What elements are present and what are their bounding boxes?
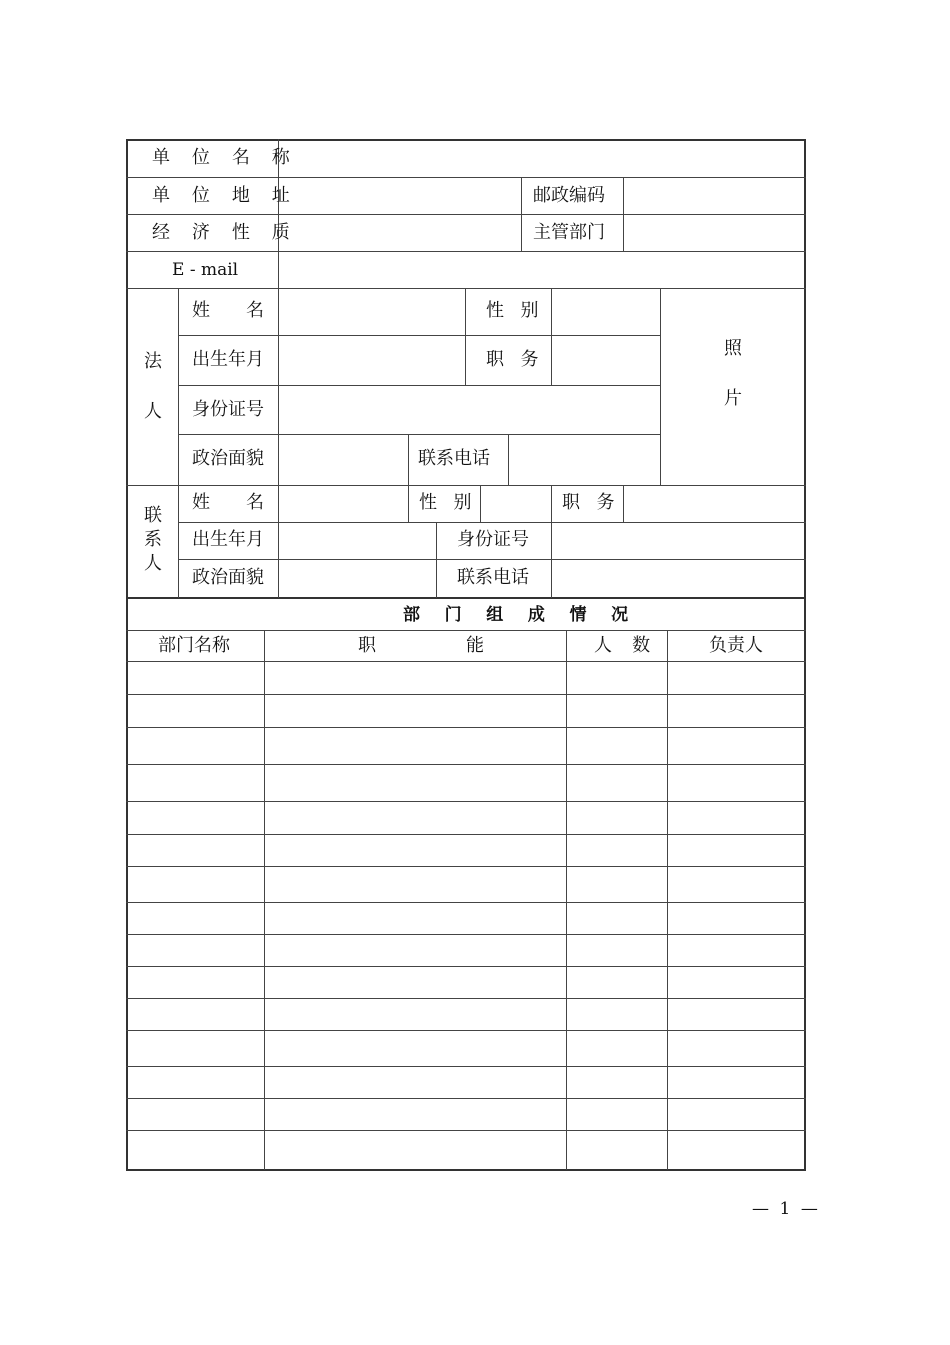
divider bbox=[126, 1098, 806, 1099]
divider bbox=[551, 288, 552, 386]
divider bbox=[623, 485, 624, 522]
divider bbox=[126, 485, 806, 486]
ct-gender-field[interactable] bbox=[482, 487, 550, 521]
divider bbox=[126, 630, 806, 631]
divider bbox=[126, 661, 806, 662]
ct-political-field[interactable] bbox=[280, 561, 435, 596]
divider bbox=[480, 485, 481, 522]
divider bbox=[178, 522, 806, 523]
postal-code-field[interactable] bbox=[625, 179, 803, 213]
photo-label-1: 照 bbox=[724, 338, 742, 359]
divider bbox=[408, 434, 409, 485]
ct-id-field[interactable] bbox=[553, 524, 803, 558]
unit-name-field[interactable] bbox=[280, 141, 803, 176]
divider bbox=[126, 902, 806, 903]
ct-name-field[interactable] bbox=[280, 487, 407, 521]
divider bbox=[126, 177, 806, 178]
divider bbox=[278, 485, 279, 598]
divider bbox=[178, 335, 661, 336]
lp-id-label: 身份证号 bbox=[192, 399, 264, 420]
divider bbox=[508, 434, 509, 485]
lp-birth-field[interactable] bbox=[280, 337, 464, 384]
ct-gender-label: 性 别 bbox=[419, 492, 477, 513]
unit-address-label: 单 位 地 址 bbox=[152, 185, 298, 206]
lp-phone-label: 联系电话 bbox=[418, 448, 490, 469]
email-field[interactable] bbox=[280, 253, 803, 287]
divider bbox=[551, 485, 552, 522]
lp-gender-label: 性 别 bbox=[486, 300, 544, 321]
divider bbox=[126, 597, 806, 599]
divider bbox=[623, 177, 624, 251]
lp-name-field[interactable] bbox=[280, 290, 464, 334]
ct-phone-field[interactable] bbox=[553, 561, 803, 596]
divider bbox=[126, 1030, 806, 1031]
ct-name-label: 姓 名 bbox=[192, 492, 264, 513]
divider bbox=[178, 288, 179, 598]
email-label: E - mail bbox=[172, 260, 239, 280]
divider bbox=[126, 694, 806, 695]
divider bbox=[126, 1130, 806, 1131]
lp-phone-field[interactable] bbox=[510, 436, 659, 484]
lp-name-label: 姓 名 bbox=[192, 300, 264, 321]
divider bbox=[178, 385, 661, 386]
legal-person-label-2: 人 bbox=[144, 401, 162, 422]
divider bbox=[126, 866, 806, 867]
supervisor-field[interactable] bbox=[625, 216, 803, 250]
divider bbox=[408, 485, 409, 522]
unit-name-label: 单 位 名 称 bbox=[152, 147, 298, 168]
col-dept-name: 部门名称 bbox=[158, 635, 230, 656]
lp-birth-label: 出生年月 bbox=[192, 349, 264, 370]
lp-gender-field[interactable] bbox=[553, 290, 659, 334]
divider bbox=[566, 630, 567, 1170]
col-headcount: 人 数 bbox=[594, 635, 658, 656]
page-number: — 1 — bbox=[752, 1199, 821, 1219]
divider bbox=[178, 434, 661, 435]
divider bbox=[521, 177, 522, 251]
col-leader: 负责人 bbox=[709, 635, 763, 656]
divider bbox=[551, 522, 552, 598]
form-border-right bbox=[804, 139, 806, 1171]
divider bbox=[264, 630, 265, 1170]
divider bbox=[465, 288, 466, 386]
supervisor-label: 主管部门 bbox=[533, 222, 605, 243]
divider bbox=[126, 764, 806, 765]
col-function: 职 能 bbox=[358, 635, 484, 656]
divider bbox=[126, 288, 806, 289]
economic-nature-field[interactable] bbox=[280, 216, 520, 250]
ct-birth-label: 出生年月 bbox=[192, 529, 264, 550]
departments-title: 部 门 组 成 情 况 bbox=[403, 605, 638, 625]
divider bbox=[126, 251, 806, 252]
photo-label-2: 片 bbox=[724, 388, 742, 409]
lp-id-field[interactable] bbox=[280, 387, 659, 433]
ct-position-label: 职 务 bbox=[562, 492, 620, 513]
ct-id-label: 身份证号 bbox=[457, 529, 529, 550]
contact-label-2: 系 bbox=[144, 529, 162, 550]
divider bbox=[178, 559, 806, 560]
divider bbox=[436, 522, 437, 598]
divider bbox=[126, 801, 806, 802]
contact-label-3: 人 bbox=[144, 553, 162, 574]
ct-political-label: 政治面貌 bbox=[192, 567, 264, 588]
photo-box[interactable] bbox=[662, 290, 803, 484]
lp-position-label: 职 务 bbox=[486, 349, 544, 370]
divider bbox=[126, 1066, 806, 1067]
ct-birth-field[interactable] bbox=[280, 524, 435, 558]
divider bbox=[126, 966, 806, 967]
unit-address-field[interactable] bbox=[280, 179, 520, 213]
ct-position-field[interactable] bbox=[625, 487, 803, 521]
postal-code-label: 邮政编码 bbox=[533, 185, 605, 206]
divider bbox=[126, 934, 806, 935]
lp-political-label: 政治面貌 bbox=[192, 448, 264, 469]
lp-political-field[interactable] bbox=[280, 436, 407, 484]
divider bbox=[126, 834, 806, 835]
form-border-left bbox=[126, 139, 128, 1171]
divider bbox=[667, 630, 668, 1170]
divider bbox=[126, 214, 806, 215]
divider bbox=[660, 288, 661, 485]
economic-nature-label: 经 济 性 质 bbox=[152, 222, 298, 243]
divider bbox=[126, 727, 806, 728]
lp-position-field[interactable] bbox=[553, 337, 659, 384]
contact-label-1: 联 bbox=[144, 505, 162, 526]
form-border-bottom bbox=[126, 1169, 806, 1171]
divider bbox=[126, 998, 806, 999]
ct-phone-label: 联系电话 bbox=[457, 567, 529, 588]
legal-person-label-1: 法 bbox=[144, 351, 162, 372]
